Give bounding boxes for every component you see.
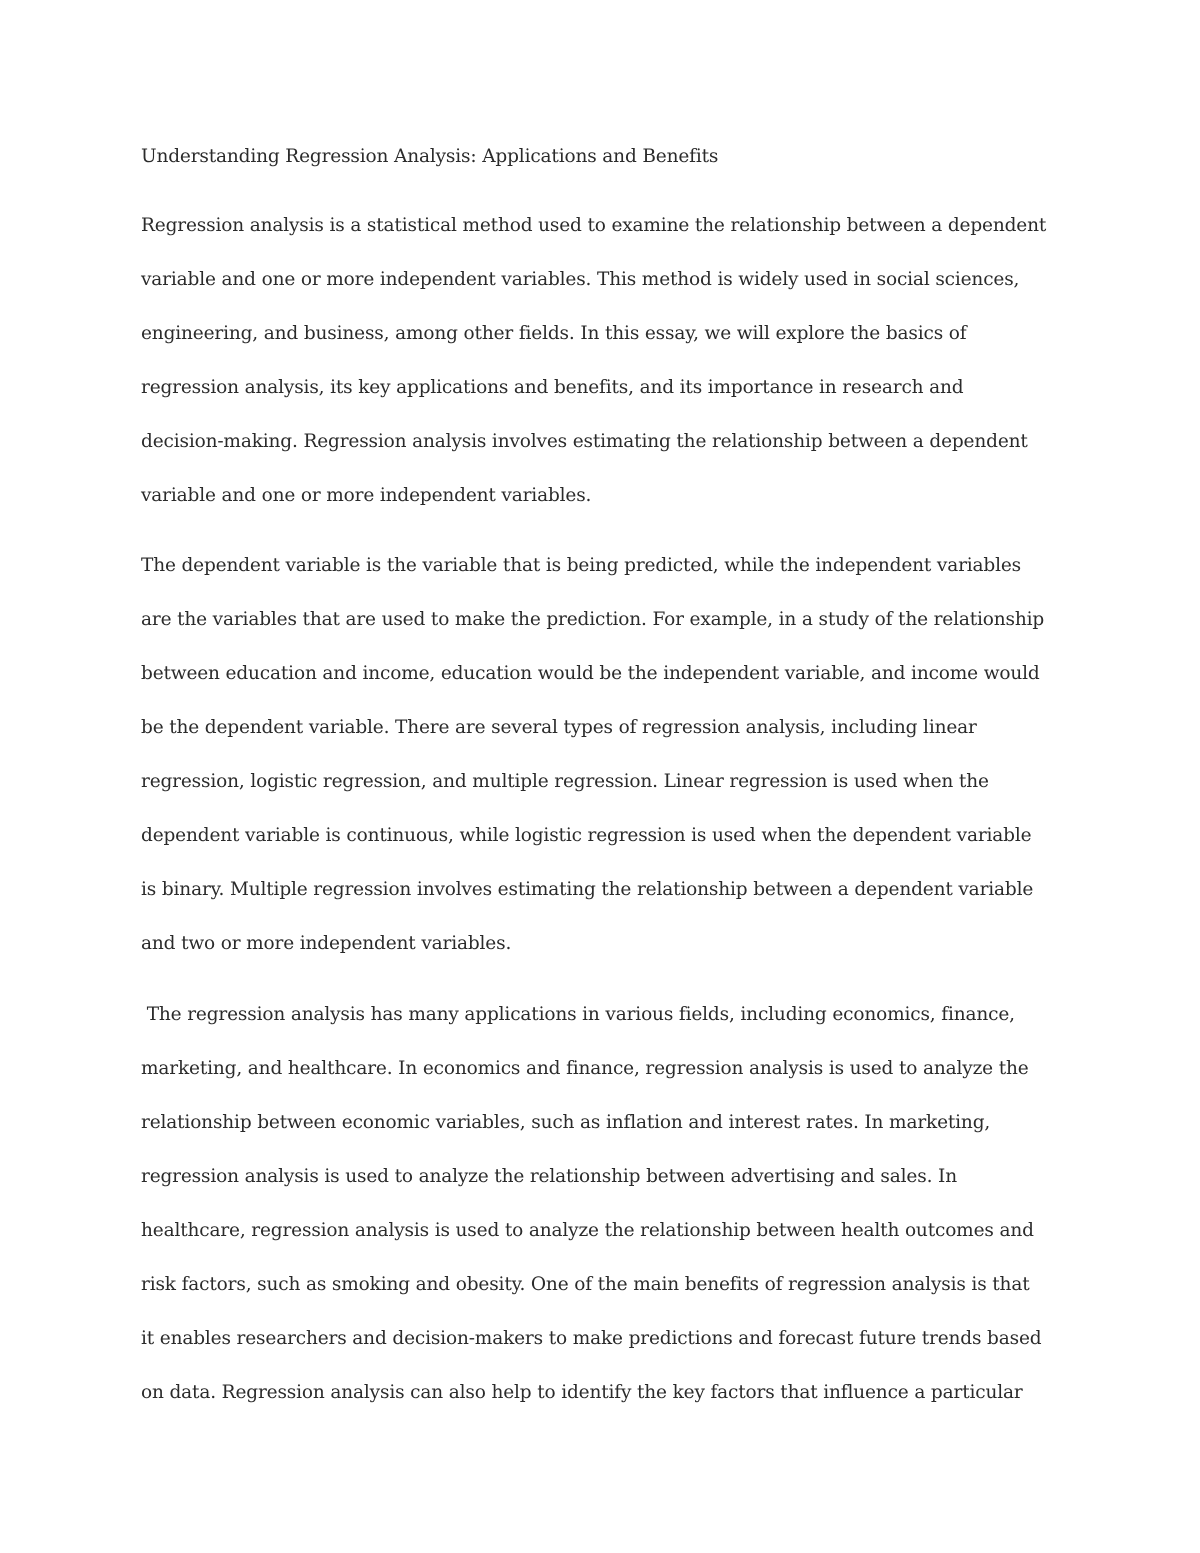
text-line: are the variables that are used to make the prediction. For example, in a study of the relationship (141, 609, 1045, 630)
text-line: and two or more independent variables. (141, 933, 512, 954)
text-line: variable and one or more independent variables. This method is widely used in social sciences, (141, 269, 1020, 290)
text-line: regression analysis, its key applications and benefits, and its importance in research and (141, 377, 964, 398)
text-line: on data. Regression analysis can also help to identify the key factors that influence a particular (141, 1382, 1023, 1403)
document-title: Understanding Regression Analysis: Applications and Benefits (141, 146, 719, 167)
text-line: regression, logistic regression, and multiple regression. Linear regression is used when the (141, 771, 989, 792)
text-line: is binary. Multiple regression involves estimating the relationship between a dependent variable (141, 879, 1034, 900)
text-line: risk factors, such as smoking and obesity. One of the main benefits of regression analysis is that (141, 1274, 1030, 1295)
text-line: The regression analysis has many applications in various fields, including economics, finance, (141, 1004, 1015, 1025)
text-line: between education and income, education would be the independent variable, and income would (141, 663, 1040, 684)
text-line: dependent variable is continuous, while logistic regression is used when the dependent variable (141, 825, 1032, 846)
text-line: regression analysis is used to analyze the relationship between advertising and sales. In (141, 1166, 957, 1187)
text-line: healthcare, regression analysis is used to analyze the relationship between health outcomes and (141, 1220, 1034, 1241)
text-line: engineering, and business, among other fields. In this essay, we will explore the basics of (141, 323, 967, 344)
text-line: be the dependent variable. There are several types of regression analysis, including linear (141, 717, 977, 738)
text-line: Regression analysis is a statistical method used to examine the relationship between a dependent (141, 215, 1047, 236)
text-line: relationship between economic variables, such as inflation and interest rates. In marketing, (141, 1112, 991, 1133)
text-line: decision-making. Regression analysis involves estimating the relationship between a dependent (141, 431, 1028, 452)
text-line: variable and one or more independent variables. (141, 485, 592, 506)
text-line: it enables researchers and decision-makers to make predictions and forecast future trends based (141, 1328, 1042, 1349)
text-line: The dependent variable is the variable that is being predicted, while the independent variables (141, 555, 1022, 576)
text-line: marketing, and healthcare. In economics and finance, regression analysis is used to analyze the (141, 1058, 1029, 1079)
